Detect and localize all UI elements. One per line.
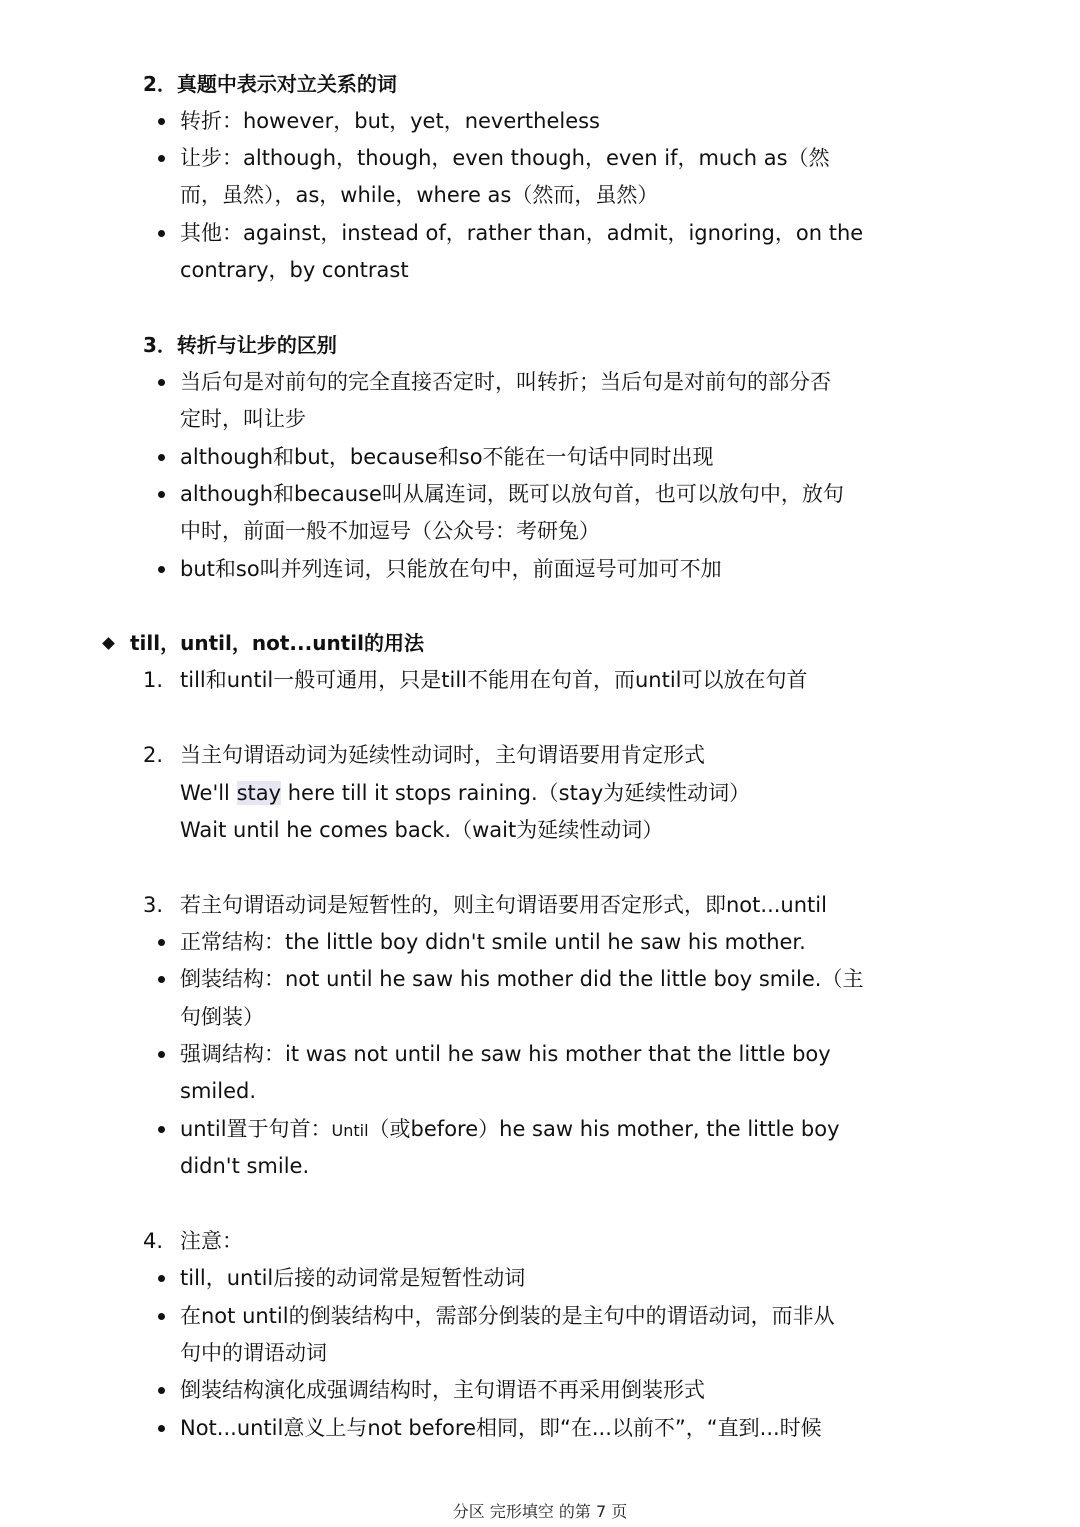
list-item-continuation: didn't smile. xyxy=(180,1154,310,1178)
item-text: till和until一般可通用，只是till不能用在句首，而until可以放在句首 xyxy=(180,668,808,692)
list-item: but和so叫并列连词，只能放在句中，前面逗号可加可不加 xyxy=(180,551,722,588)
diamond-bullet-icon xyxy=(102,637,115,650)
example-sentence xyxy=(180,775,750,812)
list-item: Not...until意义上与not before相同，即“在...以前不”，“直到...时候 xyxy=(180,1410,822,1447)
page-footer: 分区 完形填空 的第 7 页 xyxy=(452,1502,628,1521)
list-item xyxy=(180,1111,840,1149)
item-text: 当主句谓语动词为延续性动词时，主句谓语要用肯定形式 xyxy=(180,743,705,767)
list-item: although和because叫从属连词，既可以放句首，也可以放句中，放句 xyxy=(180,476,844,513)
example-text: We'll xyxy=(180,781,237,805)
list-item: 在not until的倒装结构中，需部分倒装的是主句中的谓语动词，而非从 xyxy=(180,1298,835,1335)
section-till-until xyxy=(0,625,1080,662)
list-item-continuation: 而，虽然），as，while，where as（然而，虽然） xyxy=(180,183,659,207)
item-number: 4. xyxy=(143,1229,164,1253)
list-item-continuation: 定时，叫让步 xyxy=(180,407,306,431)
list-item: 强调结构：it was not until he saw his mother that the little boy xyxy=(180,1036,831,1073)
item-text: 若主句谓语动词是短暂性的，则主句谓语要用否定形式，即not...until xyxy=(180,893,827,917)
list-item: 让步：although，though，even though，even if，much as（然 xyxy=(180,140,830,177)
list-item: 倒装结构演化成强调结构时，主句谓语不再采用倒装形式 xyxy=(180,1372,705,1409)
list-item-continuation: 句中的谓语动词 xyxy=(180,1341,327,1365)
item-number: 2. xyxy=(143,743,164,767)
item-text: 注意： xyxy=(180,1229,243,1253)
list-item: 当后句是对前句的完全直接否定时，叫转折；当后句是对前句的部分否 xyxy=(180,364,831,401)
example-text: here till it stops raining.（stay为延续性动词） xyxy=(281,781,751,805)
highlighted-word: stay xyxy=(236,781,282,805)
list-item-continuation: 句倒装） xyxy=(180,1005,264,1029)
item-number: 1. xyxy=(143,668,164,692)
list-item: 正常结构：the little boy didn't smile until he saw his mother. xyxy=(180,924,806,961)
list-text-small: Until xyxy=(331,1121,369,1140)
section-heading-contrast-words: 2．真题中表示对立关系的词 xyxy=(143,72,397,96)
item-number: 3. xyxy=(143,893,164,917)
section-heading-till-until: till，until，not...until的用法 xyxy=(130,631,424,655)
list-item: although和but，because和so不能在一句话中同时出现 xyxy=(180,439,714,476)
list-item-continuation: contrary，by contrast xyxy=(180,258,409,282)
list-item: 转折：however，but，yet，nevertheless xyxy=(180,103,600,140)
example-sentence: Wait until he comes back.（wait为延续性动词） xyxy=(180,818,664,842)
section-heading-difference: 3．转折与让步的区别 xyxy=(143,333,337,357)
list-item-continuation: 中时，前面一般不加逗号（公众号：考研兔） xyxy=(180,519,600,543)
list-item: till，until后接的动词常是短暂性动词 xyxy=(180,1260,525,1297)
list-item: 倒装结构：not until he saw his mother did the little boy smile.（主 xyxy=(180,961,863,998)
list-text: until置于句首： xyxy=(180,1117,332,1141)
list-text: （或before）he saw his mother, the little boy xyxy=(368,1117,840,1141)
list-item-continuation: smiled. xyxy=(180,1079,256,1103)
list-item: 其他：against，instead of，rather than，admit，ignoring，on the xyxy=(180,215,863,252)
